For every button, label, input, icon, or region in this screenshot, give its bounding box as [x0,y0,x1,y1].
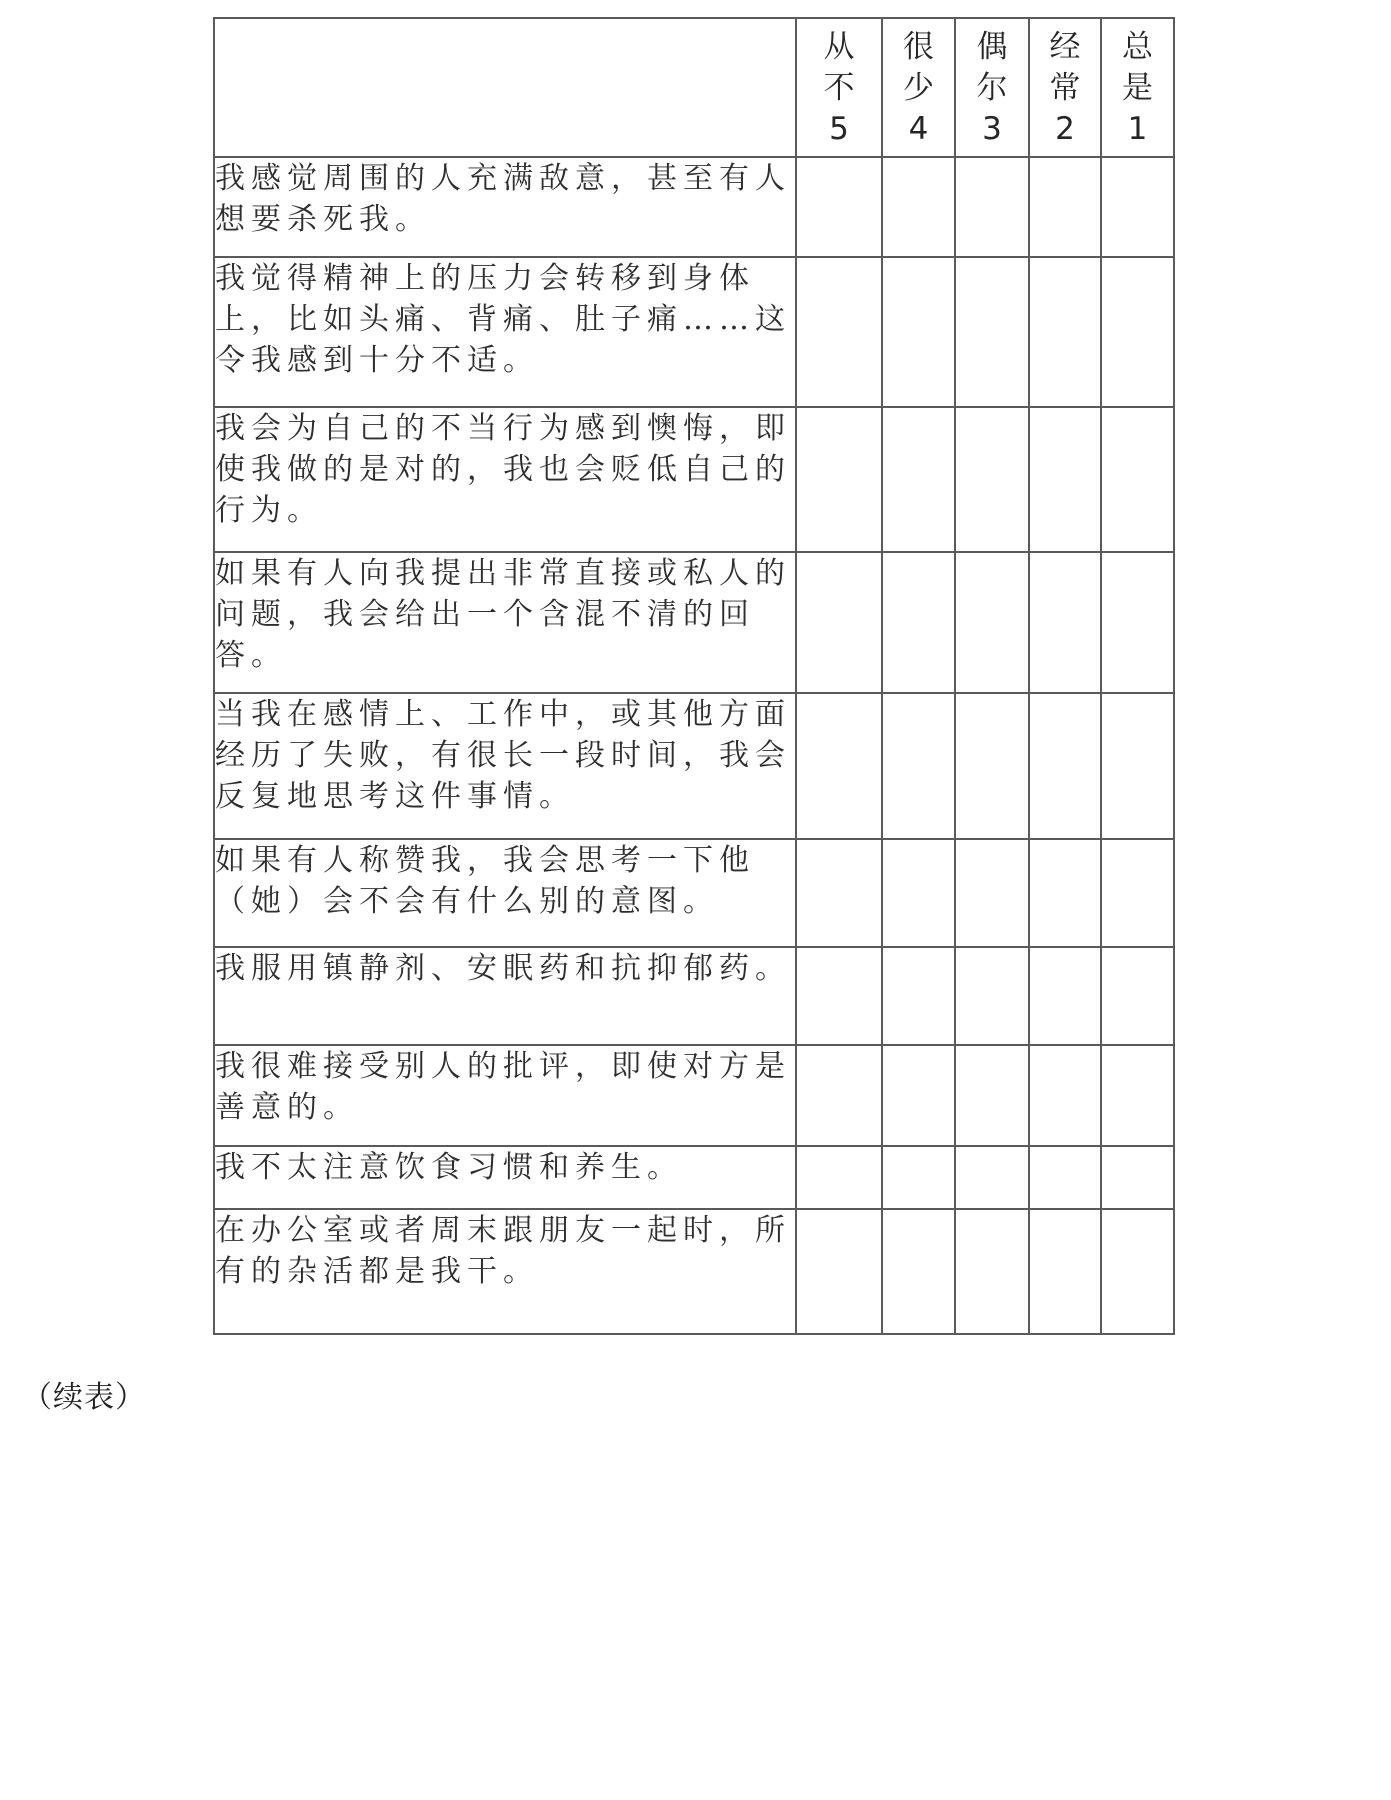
statement-text: 在办公室或者周末跟朋友一起时，所有的杂活都是我干。 [214,1209,796,1334]
answer-cell-rarely[interactable] [882,407,955,552]
answer-cell-occasionally[interactable] [955,1045,1029,1146]
answer-cell-often[interactable] [1029,157,1101,257]
option-label-top: 从 [823,29,855,65]
answer-cell-often[interactable] [1029,693,1101,839]
answer-cell-never[interactable] [796,1146,882,1209]
statement-text: 我很难接受别人的批评，即使对方是善意的。 [214,1045,796,1146]
answer-cell-occasionally[interactable] [955,552,1029,693]
answer-cell-always[interactable] [1101,947,1174,1045]
answer-cell-occasionally[interactable] [955,257,1029,407]
option-label-top: 总 [1122,29,1153,65]
answer-cell-never[interactable] [796,157,882,257]
answer-cell-never[interactable] [796,407,882,552]
statement-text: 当我在感情上、工作中，或其他方面经历了失败，有很长一段时间，我会反复地思考这件事情。 [214,693,796,839]
answer-cell-never[interactable] [796,1209,882,1334]
table-row [214,1209,1174,1334]
answer-cell-rarely[interactable] [882,1146,955,1209]
answer-cell-always[interactable] [1101,407,1174,552]
option-score: 2 [1055,111,1075,147]
answer-cell-occasionally[interactable] [955,693,1029,839]
answer-cell-always[interactable] [1101,1146,1174,1209]
answer-cell-rarely[interactable] [882,552,955,693]
table-row [214,407,1174,552]
statement-text: 如果有人向我提出非常直接或私人的问题，我会给出一个含混不清的回答。 [214,552,796,693]
answer-cell-often[interactable] [1029,1045,1101,1146]
answer-cell-often[interactable] [1029,407,1101,552]
answer-cell-occasionally[interactable] [955,407,1029,552]
table-row [214,839,1174,947]
answer-cell-rarely[interactable] [882,1209,955,1334]
table-row [214,257,1174,407]
answer-cell-always[interactable] [1101,157,1174,257]
option-header-occasionally [955,18,1029,157]
answer-cell-rarely[interactable] [882,839,955,947]
header-row [214,18,1174,157]
answer-cell-often[interactable] [1029,1146,1101,1209]
statement-text: 我觉得精神上的压力会转移到身体上，比如头痛、背痛、肚子痛……这令我感到十分不适。 [214,257,796,407]
answer-cell-never[interactable] [796,1045,882,1146]
table-row [214,693,1174,839]
answer-cell-rarely[interactable] [882,693,955,839]
option-score: 5 [829,111,849,147]
answer-cell-always[interactable] [1101,693,1174,839]
answer-cell-rarely[interactable] [882,947,955,1045]
option-score: 1 [1127,111,1148,147]
table-row [214,157,1174,257]
answer-cell-often[interactable] [1029,839,1101,947]
option-label-mid: 少 [903,70,934,106]
statement-text: 如果有人称赞我，我会思考一下他（她）会不会有什么别的意图。 [214,839,796,947]
answer-cell-always[interactable] [1101,1045,1174,1146]
table-row [214,1045,1174,1146]
answer-cell-never[interactable] [796,693,882,839]
option-header-always [1101,18,1174,157]
statement-text: 我感觉周围的人充满敌意，甚至有人想要杀死我。 [214,157,796,257]
answer-cell-often[interactable] [1029,552,1101,693]
option-header-often [1029,18,1101,157]
table-row [214,947,1174,1045]
option-header-rarely [882,18,955,157]
option-score: 4 [908,111,929,147]
option-header-never [796,18,882,157]
answer-cell-often[interactable] [1029,947,1101,1045]
table-row [214,1146,1174,1209]
answer-cell-occasionally[interactable] [955,157,1029,257]
answer-cell-rarely[interactable] [882,157,955,257]
answer-cell-always[interactable] [1101,839,1174,947]
option-label-mid: 是 [1122,70,1153,106]
answer-cell-rarely[interactable] [882,257,955,407]
answer-cell-often[interactable] [1029,257,1101,407]
questionnaire-sheet [213,17,1173,1335]
table-row [214,552,1174,693]
answer-cell-always[interactable] [1101,552,1174,693]
answer-cell-never[interactable] [796,257,882,407]
answer-cell-always[interactable] [1101,1209,1174,1334]
answer-cell-never[interactable] [796,839,882,947]
answer-cell-always[interactable] [1101,257,1174,407]
option-score: 3 [982,111,1002,147]
continued-table-note: （续表） [22,1380,146,1415]
answer-cell-never[interactable] [796,947,882,1045]
option-label-mid: 尔 [976,70,1008,106]
statement-text: 我会为自己的不当行为感到懊悔，即使我做的是对的，我也会贬低自己的行为。 [214,407,796,552]
answer-cell-occasionally[interactable] [955,1146,1029,1209]
answer-cell-often[interactable] [1029,1209,1101,1334]
option-label-mid: 不 [823,70,855,106]
option-label-mid: 常 [1049,70,1081,106]
statement-text: 我服用镇静剂、安眠药和抗抑郁药。 [214,947,796,1045]
answer-cell-rarely[interactable] [882,1045,955,1146]
frequency-rating-table [213,17,1175,1335]
option-label-top: 经 [1049,29,1081,65]
statement-header-cell [214,18,796,157]
answer-cell-occasionally[interactable] [955,839,1029,947]
answer-cell-never[interactable] [796,552,882,693]
statement-text: 我不太注意饮食习惯和养生。 [214,1146,796,1209]
option-label-top: 很 [903,29,934,65]
option-label-top: 偶 [976,29,1008,65]
answer-cell-occasionally[interactable] [955,1209,1029,1334]
answer-cell-occasionally[interactable] [955,947,1029,1045]
